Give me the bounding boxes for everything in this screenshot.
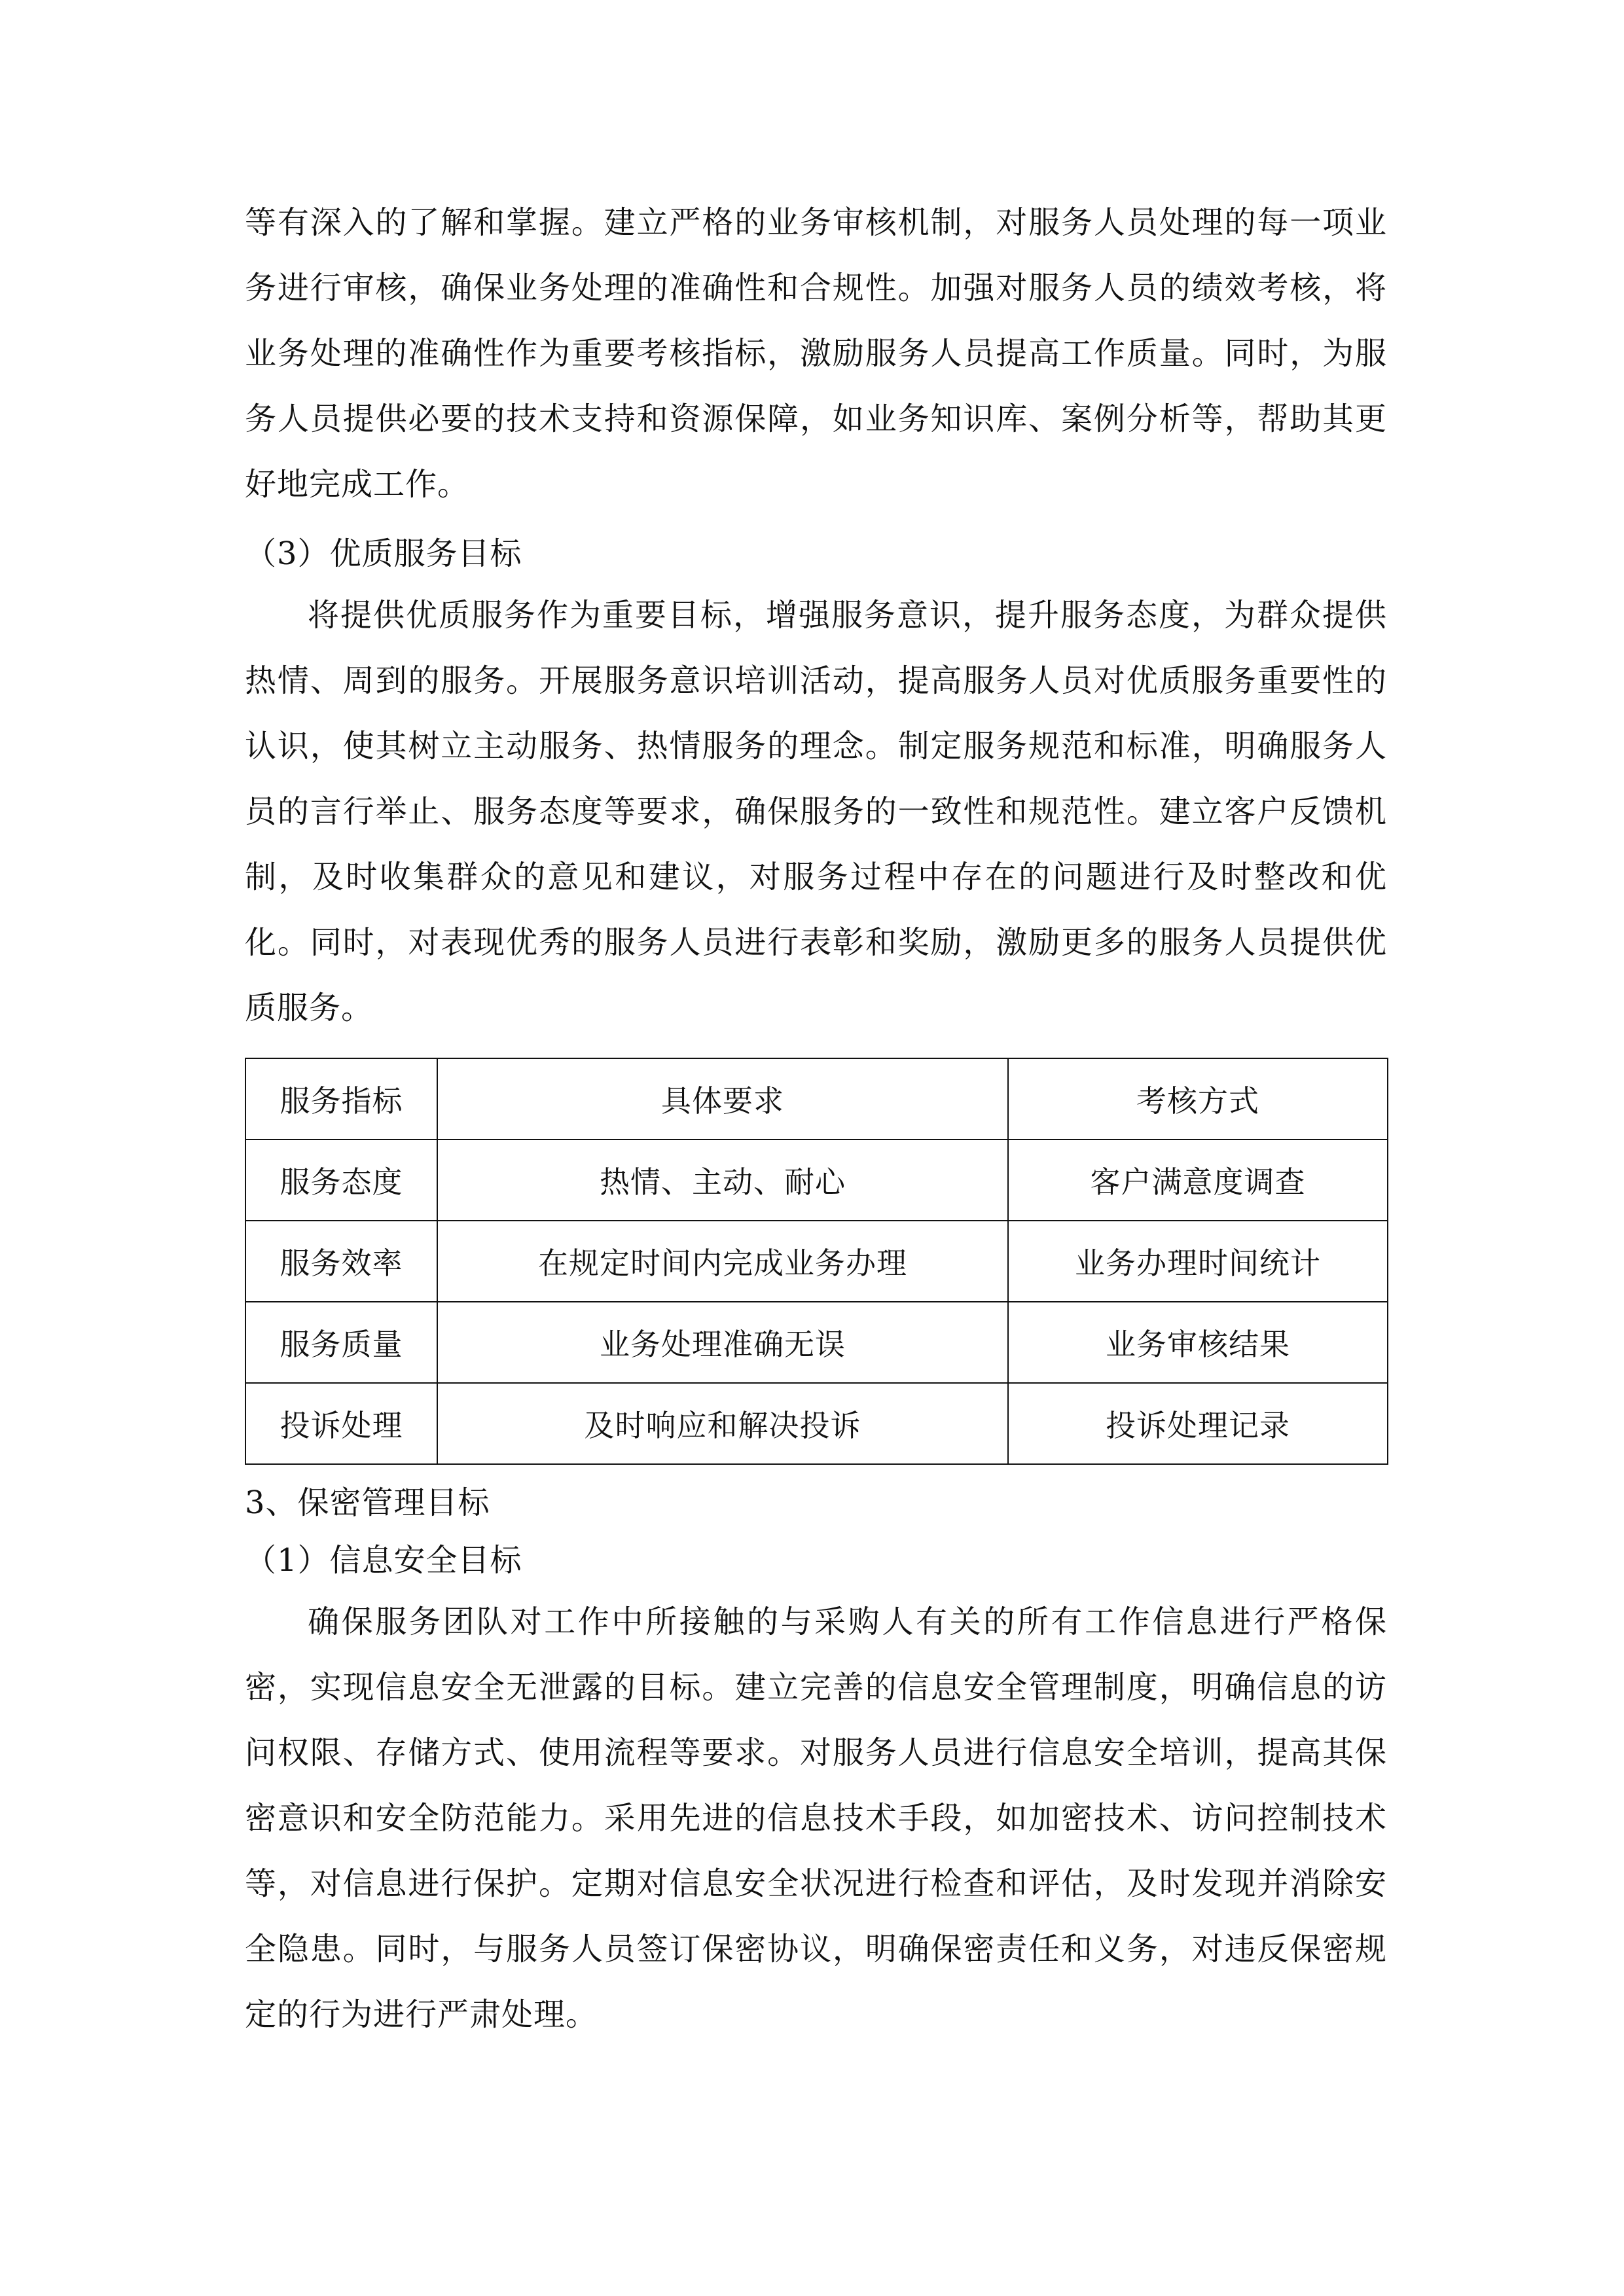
heading-quality-service-goal: （3）优质服务目标: [245, 535, 522, 572]
table-cell: 服务效率: [245, 1221, 437, 1302]
table-cell: 及时响应和解决投诉: [437, 1383, 1008, 1464]
service-indicator-table: [245, 1058, 1388, 1465]
table-row: [245, 1383, 1388, 1464]
heading-confidentiality-goal: 3、保密管理目标: [245, 1484, 490, 1521]
table-cell: 投诉处理: [245, 1383, 437, 1464]
table-row: [245, 1221, 1388, 1302]
table-cell: 投诉处理记录: [1008, 1383, 1388, 1464]
document-page: [245, 190, 1387, 2047]
table-cell: 服务态度: [245, 1139, 437, 1221]
table-header-cell: 考核方式: [1008, 1058, 1388, 1139]
table-header-cell: 具体要求: [437, 1058, 1008, 1139]
table-cell: 热情、主动、耐心: [437, 1139, 1008, 1221]
table-cell: 在规定时间内完成业务办理: [437, 1221, 1008, 1302]
table-cell: 业务审核结果: [1008, 1302, 1388, 1383]
table-row: [245, 1302, 1388, 1383]
table-header-cell: 服务指标: [245, 1058, 437, 1139]
table-cell: 业务处理准确无误: [437, 1302, 1008, 1383]
table-header-row: [245, 1058, 1388, 1139]
heading-information-security-goal: （1）信息安全目标: [245, 1542, 522, 1579]
table-cell: 服务质量: [245, 1302, 437, 1383]
table-cell: 客户满意度调查: [1008, 1139, 1388, 1221]
table-row: [245, 1139, 1388, 1221]
table-cell: 业务办理时间统计: [1008, 1221, 1388, 1302]
paragraph-information-security: 确保服务团队对工作中所接触的与采购人有关的所有工作信息进行严格保密，实现信息安全无泄露的目标。建立完善的信息安全管理制度，明确信息的访问权限、存储方式、使用流程等要求。对服务人员进行信息安全培训，提高其保密意识和安全防范能力。采用先进的信息技术手段，如加密技术、访问控制技术等，对信息进行保护。定期对信息安全状况进行检查和评估，及时发现并消除安全隐患。同时，与服务人员签订保密协议，明确保密责任和义务，对违反保密规定的行为进行严肃处理。: [245, 1604, 1387, 2033]
paragraph-quality-service: 将提供优质服务作为重要目标，增强服务意识，提升服务态度，为群众提供热情、周到的服务。开展服务意识培训活动，提高服务人员对优质服务重要性的认识，使其树立主动服务、热情服务的理念。制定服务规范和标准，明确服务人员的言行举止、服务态度等要求，确保服务的一致性和规范性。建立客户反馈机制，及时收集群众的意见和建议，对服务过程中存在的问题进行及时整改和优化。同时，对表现优秀的服务人员进行表彰和奖励，激励更多的服务人员提供优质服务。: [245, 597, 1387, 1026]
paragraph-review-mechanism: 等有深入的了解和掌握。建立严格的业务审核机制，对服务人员处理的每一项业务进行审核，确保业务处理的准确性和合规性。加强对服务人员的绩效考核，将业务处理的准确性作为重要考核指标，激励服务人员提高工作质量。同时，为服务人员提供必要的技术支持和资源保障，如业务知识库、案例分析等，帮助其更好地完成工作。: [245, 204, 1387, 503]
